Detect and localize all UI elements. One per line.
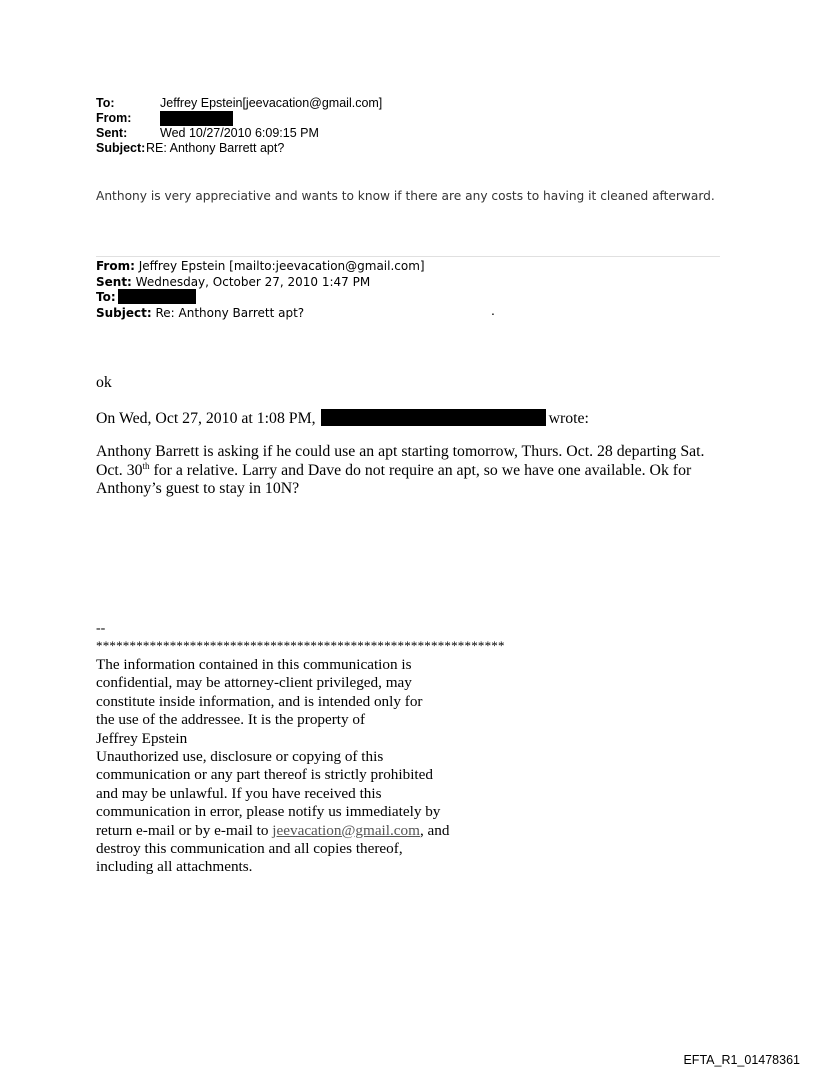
- redaction-bar: [118, 289, 196, 304]
- to-value: Jeffrey Epstein[jeevacation@gmail.com]: [160, 96, 383, 110]
- disclaimer-line: The information contained in this communication is: [96, 656, 412, 673]
- quoted-subject-row: [96, 306, 425, 322]
- disclaimer-line: Jeffrey Epstein: [96, 729, 188, 747]
- quoted-from-value: Jeffrey Epstein [mailto:jeevacation@gmail.com]: [134, 259, 425, 273]
- quoted-sent-value: Wednesday, October 27, 2010 1:47 PM: [131, 274, 371, 289]
- paragraph-line: [96, 462, 726, 481]
- quoted-subject-label: Subject:: [96, 305, 152, 320]
- quoted-sent-label: Sent:: [96, 274, 132, 289]
- para-date-ordinal: th: [142, 460, 150, 471]
- disclaimer-line: the use of the addressee. It is the property of: [96, 711, 366, 729]
- quoted-to-row: [96, 290, 425, 306]
- quoted-header: [96, 259, 425, 321]
- subject-value: RE: Anthony Barrett apt?: [146, 141, 285, 155]
- paragraph-line: Anthony’s guest to stay in 10N?: [96, 480, 300, 497]
- reply-body: Anthony is very appreciative and wants to know if there are any costs to having it cleaned afterward.: [96, 189, 715, 203]
- return-suffix: , and: [419, 821, 450, 839]
- redaction-bar: [160, 111, 233, 126]
- to-label: To:: [96, 96, 115, 110]
- disclaimer-line: confidential, may be attorney-client privileged, may: [96, 674, 412, 692]
- redaction-bar: [321, 409, 546, 426]
- from-label: From:: [96, 111, 132, 125]
- para-date: Oct. 30: [96, 461, 143, 479]
- email-link[interactable]: jeevacation@gmail.com: [272, 821, 420, 839]
- sent-value: Wed 10/27/2010 6:09:15 PM: [160, 126, 319, 140]
- quoted-from-label: From:: [96, 259, 135, 273]
- disclaimer: [96, 656, 449, 877]
- disclaimer-line: constitute inside information, and is intended only for: [96, 692, 423, 710]
- return-prefix: return e-mail or by e-mail to: [96, 821, 273, 839]
- disclaimer-line: destroy this communication and all copies thereof,: [96, 840, 403, 858]
- disclaimer-line: communication in error, please notify us immediately by: [96, 803, 441, 821]
- paragraph-line: Anthony Barrett is asking if he could use an apt starting tomorrow, Thurs. Oct. 28 departing Sat.: [96, 443, 705, 460]
- subject-label: Subject:: [96, 141, 146, 155]
- disclaimer-line: including all attachments.: [96, 858, 253, 876]
- document-id: EFTA_R1_01478361: [683, 1053, 800, 1067]
- from-value-redaction: [160, 111, 233, 126]
- divider: [96, 256, 720, 257]
- quoted-paragraph: [96, 443, 726, 499]
- reply-ok: ok: [96, 374, 112, 391]
- signature-dash: --: [96, 621, 106, 636]
- disclaimer-line: [96, 822, 449, 840]
- on-wrote-line: [96, 410, 589, 428]
- signature-stars: *************************************************************: [96, 638, 505, 653]
- disclaimer-line: Unauthorized use, disclosure or copying of this: [96, 748, 384, 766]
- disclaimer-line: communication or any part thereof is strictly prohibited: [96, 766, 433, 784]
- quoted-to-label: To:: [96, 290, 116, 304]
- sent-label: Sent:: [96, 126, 128, 140]
- quoted-subject-value: Re: Anthony Barrett apt?: [151, 305, 305, 320]
- stray-mark: .: [491, 302, 495, 318]
- para-line2-rest: for a relative. Larry and Dave do not require an apt, so we have one available. Ok for: [149, 461, 692, 479]
- disclaimer-line: and may be unlawful. If you have received this: [96, 784, 382, 802]
- on-wrote-prefix: On Wed, Oct 27, 2010 at 1:08 PM,: [96, 410, 316, 427]
- on-wrote-suffix: wrote:: [548, 410, 589, 427]
- quoted-from-row: [96, 259, 425, 275]
